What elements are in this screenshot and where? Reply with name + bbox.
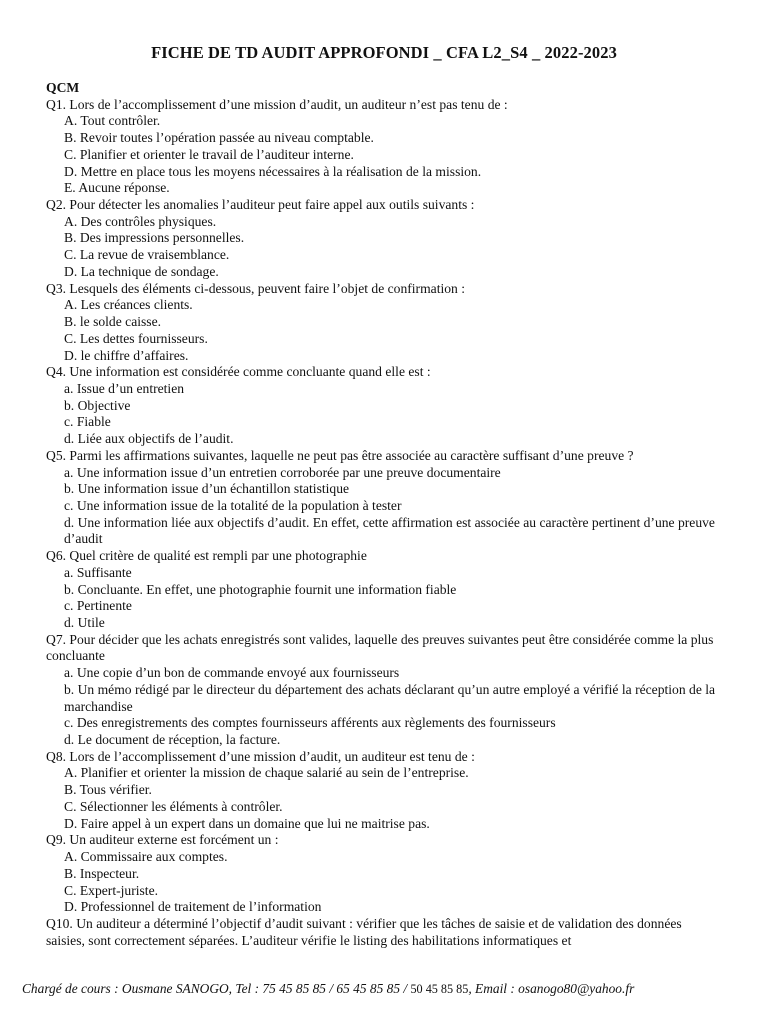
answer-option: B. Revoir toutes l’opération passée au niveau comptable.	[64, 130, 374, 146]
question-text: Q1. Lors de l’accomplissement d’une mission d’audit, un auditeur n’est pas tenu de :	[46, 96, 508, 112]
question-q4	[46, 364, 722, 448]
answer-option: B. Des impressions personnelles.	[64, 230, 245, 246]
question-text: Q2. Pour détecter les anomalies l’auditeur peut faire appel aux outils suivants :	[46, 197, 475, 213]
answer-option: c. Fiable	[64, 414, 111, 430]
answer-option: a. Une information issue d’un entretien corroborée par une preuve documentaire	[64, 464, 501, 480]
answer-option: D. le chiffre d’affaires.	[64, 347, 189, 363]
footer-lecturer: Chargé de cours : Ousmane SANOGO, Tel : 75 45 85 85 / 65 45 85 85 /	[22, 981, 411, 996]
question-text: Q3. Lesquels des éléments ci-dessous, peuvent faire l’objet de confirmation :	[46, 280, 466, 296]
answer-option: A. Des contrôles physiques.	[64, 213, 217, 229]
page-title: FICHE DE TD AUDIT APPROFONDI _ CFA L2_S4 _ 2022-2023	[151, 43, 617, 62]
question-text: Q8. Lors de l’accomplissement d’une mission d’audit, un auditeur est tenu de :	[46, 748, 475, 764]
answer-option: C. La revue de vraisemblance.	[64, 247, 230, 263]
answer-option: A. Planifier et orienter la mission de chaque salarié au sein de l’entreprise.	[64, 765, 469, 781]
question-text: Q10. Un auditeur a déterminé l’objectif d’audit suivant : vérifier que les tâches de saisie et de validation des données saisies, sont correctement séparées. L’auditeur vérifie le listing des habilitations informatiques et	[46, 915, 682, 948]
answer-option: b. Concluante. En effet, une photographie fournit une information fiable	[64, 581, 457, 597]
answer-option: D. La technique de sondage.	[64, 263, 219, 279]
answer-option: d. Utile	[64, 615, 105, 630]
question-q2	[46, 197, 722, 281]
answer-option: c. Pertinente	[64, 598, 132, 614]
answer-option: a. Suffisante	[64, 564, 132, 580]
question-q10	[46, 916, 722, 949]
answer-option: B. Tous vérifier.	[64, 782, 152, 798]
footer-phone: 50 45 85 85	[410, 982, 469, 996]
question-text: Q5. Parmi les affirmations suivantes, laquelle ne peut pas être associée au caractère suffisant d’une preuve ?	[46, 447, 634, 463]
answer-option: c. Une information issue de la totalité de la population à tester	[64, 497, 402, 513]
answer-option: a. Une copie d’un bon de commande envoyé aux fournisseurs	[64, 665, 400, 681]
answer-option: d. Le document de réception, la facture.	[64, 732, 281, 748]
question-text: Q4. Une information est considérée comme concluante quand elle est :	[46, 364, 431, 380]
answer-option: b. Un mémo rédigé par le directeur du département des achats déclarant qu’un autre employé a vérifié la réception de la marchandise	[64, 681, 716, 714]
question-q1	[46, 97, 722, 197]
question-q6	[46, 548, 722, 632]
answer-option: d. Liée aux objectifs de l’audit.	[64, 431, 234, 447]
answer-option: b. Une information issue d’un échantillon statistique	[64, 481, 350, 497]
answer-option: C. Sélectionner les éléments à contrôler.	[64, 798, 283, 814]
answer-option: A. Les créances clients.	[64, 297, 193, 313]
answer-option: A. Commissaire aux comptes.	[64, 849, 228, 865]
qcm-body	[46, 80, 722, 949]
answer-option: D. Faire appel à un expert dans un domaine que lui ne maitrise pas.	[64, 815, 430, 831]
section-heading: QCM	[46, 80, 80, 95]
answer-option: C. Expert-juriste.	[64, 882, 159, 898]
answer-option: d. Une information liée aux objectifs d’audit. En effet, cette affirmation est associée au caractère pertinent d’une preuve d’audit	[64, 514, 715, 547]
footer-contact	[22, 981, 752, 997]
answer-option: D. Mettre en place tous les moyens nécessaires à la réalisation de la mission.	[64, 163, 482, 179]
question-q5	[46, 448, 722, 548]
answer-option: A. Tout contrôler.	[64, 113, 161, 129]
question-q7	[46, 632, 722, 749]
answer-option: c. Des enregistrements des comptes fournisseurs afférents aux règlements des fournisseurs	[64, 715, 556, 731]
question-q3	[46, 281, 722, 365]
question-text: Q6. Quel critère de qualité est rempli par une photographie	[46, 548, 367, 564]
question-text: Q9. Un auditeur externe est forcément un :	[46, 832, 279, 848]
answer-option: B. le solde caisse.	[64, 314, 162, 330]
answer-option: C. Les dettes fournisseurs.	[64, 330, 208, 346]
question-text: Q7. Pour décider que les achats enregistrés sont valides, laquelle des preuves suivantes peut être considérée comme la plus concluante	[46, 631, 714, 664]
answer-option: C. Planifier et orienter le travail de l’auditeur interne.	[64, 146, 354, 162]
answer-option: b. Objective	[64, 397, 131, 413]
question-q8	[46, 749, 722, 833]
answer-option: E. Aucune réponse.	[64, 180, 170, 196]
question-q9	[46, 832, 722, 916]
answer-option: B. Inspecteur.	[64, 865, 140, 881]
answer-option: D. Professionnel de traitement de l’information	[64, 899, 322, 915]
answer-option: a. Issue d’un entretien	[64, 380, 185, 396]
footer-email: , Email : osanogo80@yahoo.fr	[468, 981, 635, 996]
